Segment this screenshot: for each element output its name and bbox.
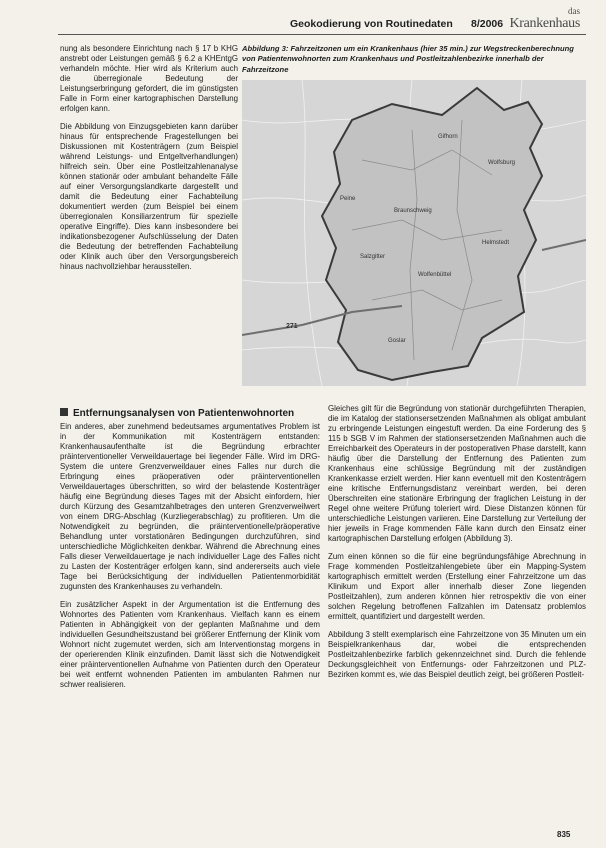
paragraph: Ein anderes, aber zunehmend bedeutsames argumentatives Problem ist in der Kommunikation mit Kostenträgern entstanden: Krankenhausaufenthalte ist die Begründung erbrachter präinterventioneller Verweildauertage bei liegender Fälle. Wird im DRG-System die untere Grenzverweildauer eines Falles nur durch die Erbringung eines präoperativen oder präinterventionellen Verweildauertages überschritten, so wird der belastende Kostenträger häufig eine Begründung dieses Tages mit der Absicht einfordern, hier durch Kürzung des Gesamtzahlbetrages den unteren Grenzverweilwert von einem DRG-Abschlag (Kurzliegerabschlag) zu profitieren. Um die Notwendigkeit zu begründen, die präinterventionelle/präoperative Behandlung unter vorstationären Bedingungen durchzuführen, sind unterschiedliche Möglichkeiten denkbar. Während die Abrechnung eines Falls dieser Verweildauertage je nach individueller Lage des Falles nicht zu Lasten der Kostenträger erfolgen kann, sind andererseits auch viele Tage bei Berücksichtigung der individuellen Patientenmorbidität zugunsten des Krankenhauses zu verhandeln. xyxy=(60,422,320,591)
page-header xyxy=(60,6,580,36)
map-label: Wolfsburg xyxy=(488,160,515,166)
header-rule xyxy=(58,34,586,35)
right-bottom-column xyxy=(328,404,586,688)
map-label: Helmstedt xyxy=(482,240,510,246)
paragraph: Abbildung 3 stellt exemplarisch eine Fahrzeitzone von 35 Minuten um ein Beispielkrankenhaus dar, wobei die entsprechenden Postleitzahlenbezirke farblich gekennzeichnet sind. Durch die fehlende Deckungsgleichheit von Entfernungs- oder Fahrzeitzonen und PLZ-Bezirken kommt es, wie das Beispiel deutlich zeigt, bei größeren Postleit- xyxy=(328,630,586,679)
journal-logo xyxy=(509,6,580,34)
logo-small-text: das xyxy=(568,6,580,16)
map-label: Gifhorn xyxy=(438,134,458,140)
logo-big-text: Krankenhaus xyxy=(509,16,580,31)
map-label: Braunschweig xyxy=(394,208,432,214)
paragraph: Die Abbildung von Einzugsgebieten kann darüber hinaus für entsprechende Fragestellungen bei Diskussionen mit Kostenträgern (zum Beispiel während Leistungs- und Entgeltverhandlungen) hilfreich sein. Über eine Postleitzahlenanalyse können stationär oder ambulant behandelte Fälle auf einer Versorgungslandkarte dargestellt und damit die Bedeutung einer Fachabteilung dokumentiert werden (zum Beispiel bei einem überregionalen Konsiliarzentrum für spezielle operative Eingriffe). Dies kann insbesondere bei indikationsbezogener Aufschlüsselung der Daten die Bedeutung der betreffenden Fachabteilung oder Klinik auch über den Versorgungsbereich hinaus nachvollziehbar herausstellen. xyxy=(60,122,238,271)
left-top-column xyxy=(60,44,238,280)
square-bullet-icon xyxy=(60,408,68,416)
map-number-label: 271 xyxy=(286,323,298,330)
running-title: Geokodierung von Routinedaten xyxy=(290,18,453,30)
map-label: Wolfenbüttel xyxy=(418,272,452,278)
paragraph: nung als besondere Einrichtung nach § 17 b KHG anstrebt oder Leistungen gemäß § 6.2 a KHEntgG verhandeln möchte. Hier wird als Kriterium auch die überregionale Bedeutung der Leistungserbringung gefordert, die im günstigsten Falle in Form einer kartographischen Darstellung erfolgen kann. xyxy=(60,44,238,113)
section-heading xyxy=(60,408,320,419)
issue-number: 8/2006 xyxy=(471,18,504,30)
figure-caption: Abbildung 3: Fahrzeitzonen um ein Krankenhaus (hier 35 min.) zur Wegstreckenberechnung von Patientenwohnorten zum Krankenhaus und Postleitzahlenbezirke innerhalb der Fahrzeitzone xyxy=(242,44,574,74)
left-bottom-column xyxy=(60,422,320,698)
map-label: Goslar xyxy=(388,338,406,344)
paragraph: Ein zusätzlicher Aspekt in der Argumentation ist die Entfernung des Wohnortes des Patienten vom Krankenhaus. Vielfach kann es einem Patienten in Abhängigkeit von der geplanten Maßnahme und dem individuellen Gesundheitszustand bei größerer Entfernung der Klinik vom Wohnort nicht zugemutet werden, sich am Interventionstag morgens in der operierenden Klinik einzufinden. Damit lässt sich die Notwendigkeit einer präinterventionellen Aufnahme von Patienten durch den Operateur bei weit entfernt wohnenden Patienten im ambulanten Rahmen nur schwer realisieren. xyxy=(60,600,320,689)
paragraph: Gleiches gilt für die Begründung von stationär durchgeführten Therapien, die im Katalog der stationsersetzenden Maßnahmen als obligat ambulant zu erbringende Leistungen eingestuft werden. Da eine Forderung des § 115 b SGB V im Rahmen der stationsersetzenden Maßnahmen auch die Erreichbarkeit des Operateurs in der postoperativen Phase darstellt, kann häufig über die Darstellung der Entfernung des Patienten zum Krankenhaus eine schlüssige Begründung mit der zuständigen Krankenkasse erzielt werden. Hier kann eventuell mit den Kostenträgern eine kritische Entfernungsdistanz vereinbart werden, bei deren Überschreiten eine stationäre Erbringung der fraglichen Leistung in der Regel ohne weitere Prüfung toleriert wird. Diese Distanzen können für unterschiedliche Leistungen variieren. Eine Darstellung zur Verteilung der hier jeweils in Frage kommenden Fälle kann durch den Einsatz einer kartographischen Darstellung erfolgen (Abbildung 3). xyxy=(328,404,586,543)
drive-time-map xyxy=(242,80,586,386)
section-heading-text: Entfernungsanalysen von Patientenwohnorten xyxy=(73,408,295,419)
page-number: 835 xyxy=(557,830,571,839)
paragraph: Zum einen können so die für eine begründungsfähige Abrechnung in Frage kommenden Postleitzahlengebiete über ein Mapping-System kartographisch ermittelt werden (Erstellung einer Fahrzeitzone um das Klinikum und Export aller innerhalb dieser Zone liegenden Postleitzahlen), zum anderen können hier retrospektiv die von einer solchen Regelung betroffenen Fallzahlen im Datensatz problemlos ermittelt, quantifiziert und dargestellt werden. xyxy=(328,552,586,621)
map-label: Salzgitter xyxy=(360,254,386,260)
map-label: Peine xyxy=(340,196,356,202)
